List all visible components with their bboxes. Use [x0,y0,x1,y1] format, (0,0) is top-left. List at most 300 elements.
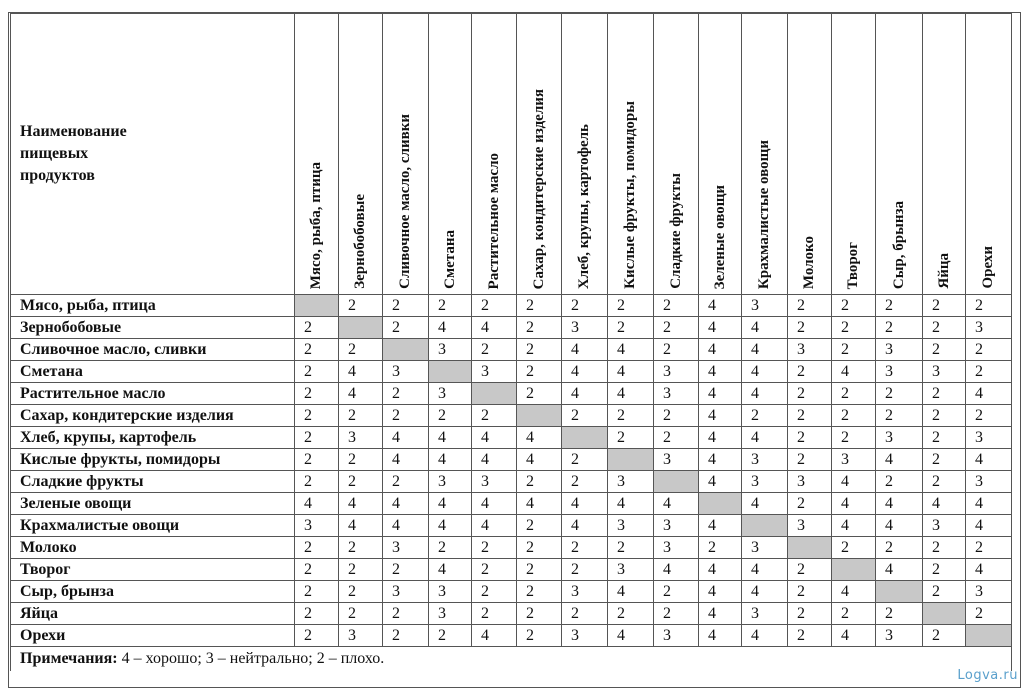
diagonal-cell [429,361,472,383]
column-header-label: Зеленые овощи [711,184,728,289]
table-cell: 2 [832,405,876,427]
table-cell: 3 [562,317,608,339]
table-cell: 2 [472,581,517,603]
table-row [11,427,1012,449]
table-cell: 2 [654,295,699,317]
table-cell: 2 [383,625,429,647]
table-cell: 4 [383,515,429,537]
table-cell: 4 [339,361,383,383]
table-row [11,405,1012,427]
table-cell: 2 [562,405,608,427]
table-cell: 2 [429,625,472,647]
table-cell: 4 [699,625,742,647]
table-cell: 3 [429,383,472,405]
table-cell: 2 [923,537,966,559]
table-cell: 2 [295,427,339,449]
table-cell: 4 [383,493,429,515]
table-cell: 4 [608,493,654,515]
table-cell: 2 [923,449,966,471]
table-cell: 2 [742,405,788,427]
table-cell: 3 [966,581,1012,603]
table-cell: 2 [295,559,339,581]
table-cell: 3 [876,427,923,449]
column-header-label: Сыр, брынза [890,200,907,289]
row-header: Мясо, рыба, птица [11,295,295,317]
table-cell: 3 [876,361,923,383]
table-cell: 2 [966,295,1012,317]
table-cell: 3 [383,581,429,603]
table-cell: 2 [654,339,699,361]
table-cell: 2 [832,603,876,625]
watermark: Logva.ru [957,668,1018,683]
table-cell: 2 [966,603,1012,625]
table-cell: 2 [608,317,654,339]
table-cell: 3 [788,471,832,493]
column-header [654,14,699,295]
table-cell: 3 [608,471,654,493]
table-cell: 4 [742,625,788,647]
table-cell: 4 [608,625,654,647]
diagonal-cell [832,559,876,581]
table-cell: 3 [472,471,517,493]
diagonal-cell [923,603,966,625]
table-cell: 3 [742,449,788,471]
table-cell: 4 [742,361,788,383]
table-cell: 2 [517,361,562,383]
corner-label-line: продуктов [20,167,95,184]
header-row [11,14,1012,295]
column-header-label: Молоко [801,235,817,289]
row-header: Растительное масло [11,383,295,405]
row-header: Творог [11,559,295,581]
table-row [11,339,1012,361]
table-cell: 4 [742,339,788,361]
diagonal-cell [562,427,608,449]
table-cell: 2 [517,295,562,317]
table-cell: 4 [699,515,742,537]
table-cell: 2 [923,383,966,405]
column-header-label: Сахар, кондитерские изделия [530,88,547,289]
table-cell: 3 [654,449,699,471]
table-cell: 2 [923,295,966,317]
table-cell: 4 [699,339,742,361]
column-header [788,14,832,295]
table-cell: 2 [788,449,832,471]
table-cell: 4 [339,515,383,537]
table-row [11,449,1012,471]
column-header-label: Сладкие фрукты [667,173,684,289]
table-cell: 2 [654,427,699,449]
table-cell: 2 [383,405,429,427]
table-cell: 2 [654,317,699,339]
table-cell: 2 [339,405,383,427]
table-cell: 4 [472,625,517,647]
table-cell: 3 [562,581,608,603]
table-cell: 4 [295,493,339,515]
table-cell: 4 [654,493,699,515]
table-cell: 4 [383,427,429,449]
table-cell: 2 [383,317,429,339]
table-cell: 4 [608,581,654,603]
diagonal-cell [339,317,383,339]
table-cell: 4 [562,339,608,361]
table-cell: 2 [966,361,1012,383]
corner-label-line: пищевых [20,145,89,162]
table-cell: 2 [788,295,832,317]
table-cell: 2 [788,427,832,449]
table-row [11,361,1012,383]
table-cell: 4 [562,383,608,405]
table-cell: 4 [339,383,383,405]
corner-label-line: Наименование [20,123,127,140]
table-cell: 2 [517,317,562,339]
table-cell: 3 [654,625,699,647]
table-cell: 2 [295,317,339,339]
table-cell: 2 [832,427,876,449]
column-header [472,14,517,295]
note-row [11,647,1012,672]
column-header-label: Растительное масло [485,152,502,289]
table-cell: 2 [517,471,562,493]
column-header [699,14,742,295]
diagonal-cell [608,449,654,471]
table-cell: 4 [699,603,742,625]
table-cell: 4 [699,427,742,449]
table-cell: 3 [562,625,608,647]
diagonal-cell [788,537,832,559]
table-cell: 2 [788,603,832,625]
table-cell: 2 [517,339,562,361]
table-cell: 3 [966,317,1012,339]
table-cell: 2 [472,339,517,361]
table-cell: 2 [788,559,832,581]
table-cell: 3 [654,383,699,405]
table-cell: 2 [923,427,966,449]
table-cell: 2 [876,471,923,493]
diagonal-cell [876,581,923,603]
table-cell: 2 [295,361,339,383]
table-cell: 2 [295,449,339,471]
table-cell: 4 [966,559,1012,581]
column-header [562,14,608,295]
table-cell: 2 [608,537,654,559]
table-cell: 2 [876,405,923,427]
table-cell: 4 [608,361,654,383]
table-cell: 2 [788,383,832,405]
table-cell: 2 [339,603,383,625]
table-cell: 4 [699,581,742,603]
table-cell: 2 [472,537,517,559]
table-cell: 3 [832,449,876,471]
table-cell: 2 [295,339,339,361]
notes-text: 4 – хорошо; 3 – нейтрально; 2 – плохо. [117,650,385,667]
table-cell: 3 [339,625,383,647]
table-cell: 4 [472,449,517,471]
table-cell: 2 [788,493,832,515]
table-cell: 4 [832,471,876,493]
table-row [11,515,1012,537]
table-cell: 4 [429,493,472,515]
column-header-label: Яйца [935,253,952,289]
row-header: Кислые фрукты, помидоры [11,449,295,471]
table-cell: 4 [699,361,742,383]
diagonal-cell [472,383,517,405]
table-cell: 2 [562,449,608,471]
table-row [11,383,1012,405]
table-cell: 4 [472,515,517,537]
table-cell: 2 [517,515,562,537]
notes-label: Примечания: [20,650,118,667]
column-header [876,14,923,295]
table-cell: 4 [876,559,923,581]
diagonal-cell [517,405,562,427]
table-cell: 4 [742,383,788,405]
table-cell: 2 [517,537,562,559]
table-cell: 3 [472,361,517,383]
table-row [11,603,1012,625]
table-cell: 2 [788,625,832,647]
table-cell: 2 [339,449,383,471]
table-cell: 2 [383,603,429,625]
table-row [11,581,1012,603]
diagonal-cell [966,625,1012,647]
table-cell: 2 [699,537,742,559]
table-cell: 4 [429,427,472,449]
table-cell: 3 [383,537,429,559]
table-cell: 2 [966,339,1012,361]
table-cell: 2 [876,383,923,405]
table-cell: 4 [517,493,562,515]
table-cell: 4 [699,383,742,405]
table-cell: 2 [517,383,562,405]
table-cell: 4 [699,405,742,427]
table-cell: 3 [654,537,699,559]
table-cell: 4 [832,361,876,383]
table-cell: 2 [517,625,562,647]
column-header [608,14,654,295]
table-cell: 2 [788,317,832,339]
table-cell: 3 [608,559,654,581]
table-row [11,493,1012,515]
row-header: Зеленые овощи [11,493,295,515]
table-cell: 2 [876,295,923,317]
table-cell: 2 [923,581,966,603]
table-cell: 2 [429,295,472,317]
table-cell: 2 [923,405,966,427]
diagonal-cell [699,493,742,515]
table-cell: 2 [562,471,608,493]
table-cell: 2 [562,559,608,581]
table-cell: 4 [832,515,876,537]
table-cell: 3 [429,581,472,603]
table-cell: 3 [654,361,699,383]
table-cell: 3 [429,339,472,361]
table-cell: 2 [339,559,383,581]
table-cell: 2 [517,581,562,603]
table-row [11,537,1012,559]
table-cell: 4 [966,515,1012,537]
table-cell: 2 [832,537,876,559]
row-header: Сыр, брынза [11,581,295,603]
column-header-label: Кислые фрукты, помидоры [622,101,638,289]
table-cell: 3 [429,471,472,493]
row-header: Сметана [11,361,295,383]
table-cell: 2 [472,603,517,625]
table-cell: 4 [923,493,966,515]
table-cell: 2 [608,405,654,427]
table-cell: 2 [876,537,923,559]
table-cell: 2 [654,581,699,603]
table-cell: 2 [608,603,654,625]
table-cell: 3 [742,471,788,493]
food-compatibility-table [10,13,1012,671]
table-cell: 3 [788,339,832,361]
table-cell: 2 [832,383,876,405]
table-cell: 2 [339,471,383,493]
table-cell: 2 [788,581,832,603]
table-cell: 4 [654,559,699,581]
table-cell: 3 [966,471,1012,493]
table-cell: 2 [339,339,383,361]
table-cell: 2 [295,603,339,625]
diagonal-cell [295,295,339,317]
table-cell: 2 [295,537,339,559]
table-cell: 2 [832,295,876,317]
table-cell: 2 [562,603,608,625]
table-cell: 3 [429,603,472,625]
notes [11,647,1012,672]
table-cell: 4 [608,383,654,405]
table-cell: 2 [295,625,339,647]
table-cell: 4 [876,515,923,537]
table-cell: 4 [832,493,876,515]
table-cell: 3 [295,515,339,537]
table-cell: 4 [699,449,742,471]
table-cell: 2 [562,295,608,317]
table-cell: 4 [876,493,923,515]
column-header-label: Крахмалистые овощи [756,139,772,289]
table-cell: 4 [339,493,383,515]
table-cell: 2 [339,537,383,559]
table-cell: 2 [295,471,339,493]
table-cell: 3 [608,515,654,537]
column-header-label: Хлеб, крупы, картофель [576,123,592,289]
row-header: Молоко [11,537,295,559]
row-header: Зернобобовые [11,317,295,339]
table-cell: 2 [608,427,654,449]
column-header-label: Сметана [441,230,458,289]
column-header [966,14,1012,295]
table-cell: 2 [472,405,517,427]
table-cell: 2 [608,295,654,317]
table-cell: 4 [876,449,923,471]
table-cell: 2 [383,471,429,493]
column-header-label: Мясо, рыба, птица [308,161,324,289]
table-cell: 4 [383,449,429,471]
table-cell: 4 [429,449,472,471]
table-cell: 4 [742,493,788,515]
column-header [517,14,562,295]
table-cell: 2 [383,383,429,405]
table-row [11,559,1012,581]
table-cell: 2 [339,295,383,317]
table-cell: 4 [562,361,608,383]
table-cell: 4 [966,493,1012,515]
table-cell: 2 [788,361,832,383]
table-cell: 4 [517,427,562,449]
table-cell: 4 [742,317,788,339]
table-cell: 2 [295,405,339,427]
table-cell: 2 [429,537,472,559]
table-cell: 2 [562,537,608,559]
table-cell: 2 [966,405,1012,427]
table-row [11,625,1012,647]
table-cell: 3 [339,427,383,449]
table-cell: 4 [517,449,562,471]
table-cell: 3 [876,625,923,647]
row-header: Сладкие фрукты [11,471,295,493]
table-cell: 3 [654,515,699,537]
row-header: Крахмалистые овощи [11,515,295,537]
table-cell: 2 [654,405,699,427]
table-cell: 3 [742,295,788,317]
corner-label [11,14,295,295]
table-cell: 4 [699,295,742,317]
table-cell: 2 [654,603,699,625]
table-cell: 4 [699,559,742,581]
table-cell: 3 [876,339,923,361]
table-cell: 2 [295,383,339,405]
column-header-label: Сливочное масло, сливки [397,114,413,289]
row-header: Орехи [11,625,295,647]
table-cell: 2 [429,405,472,427]
table-cell: 4 [742,559,788,581]
table-cell: 2 [472,295,517,317]
table-cell: 2 [923,559,966,581]
table-cell: 4 [472,493,517,515]
column-header-label: Зернобобовые [352,194,368,289]
table-cell: 2 [966,537,1012,559]
row-header: Сахар, кондитерские изделия [11,405,295,427]
column-header [383,14,429,295]
table-cell: 3 [742,603,788,625]
column-header [295,14,339,295]
table-cell: 2 [923,471,966,493]
table-cell: 2 [832,317,876,339]
table-cell: 3 [788,515,832,537]
table-cell: 3 [923,361,966,383]
column-header-label: Орехи [980,246,996,289]
column-header [923,14,966,295]
table-cell: 4 [429,559,472,581]
table-cell: 4 [966,383,1012,405]
column-header [832,14,876,295]
table-cell: 4 [429,317,472,339]
table-cell: 4 [429,515,472,537]
table-cell: 4 [742,581,788,603]
table-cell: 4 [472,317,517,339]
table-cell: 4 [472,427,517,449]
table-row [11,317,1012,339]
row-header: Яйца [11,603,295,625]
column-header [339,14,383,295]
table-cell: 2 [923,317,966,339]
table-cell: 3 [742,537,788,559]
row-header: Хлеб, крупы, картофель [11,427,295,449]
table-cell: 2 [383,559,429,581]
table-cell: 2 [923,339,966,361]
table-cell: 4 [699,317,742,339]
